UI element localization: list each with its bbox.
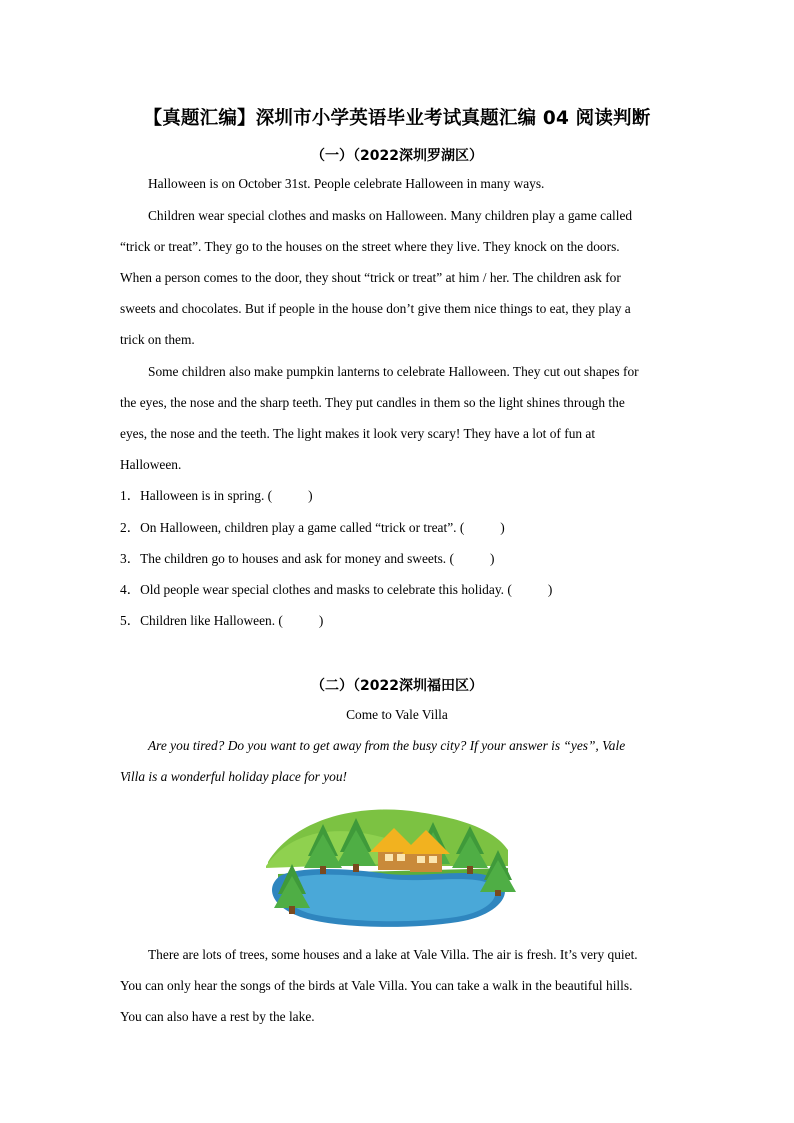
question-text: 5．Children like Halloween. (: [120, 613, 283, 628]
question-text: 1．Halloween is in spring. (: [120, 488, 273, 503]
section-heading-1: （一）（2022深圳罗湖区）: [311, 148, 483, 164]
question-close: ): [318, 613, 324, 628]
paragraph-line: When a person comes to the door, they shout “trick or treat” at him / her. The children ask for: [120, 270, 621, 285]
section-heading-2: （二）（2022深圳福田区）: [311, 678, 483, 694]
paragraph-line: Children wear special clothes and masks on Halloween. Many children play a game called: [148, 208, 633, 223]
lake: [282, 875, 495, 922]
question-item: [120, 613, 323, 629]
question-text: 2．On Halloween, children play a game called “trick or treat”. (: [120, 520, 465, 535]
paragraph-line: Halloween is on October 31st. People celebrate Halloween in many ways.: [148, 176, 545, 191]
question-text: 3．The children go to houses and ask for money and sweets. (: [120, 551, 454, 566]
question-close: ): [500, 520, 505, 535]
paragraph-line: Halloween.: [120, 457, 182, 472]
question-item: [120, 551, 494, 567]
question-item: [120, 582, 552, 598]
question-close: ): [308, 488, 313, 503]
question-text: 4．Old people wear special clothes and masks to celebrate this holiday. (: [120, 582, 512, 597]
paragraph-line: You can also have a rest by the lake.: [120, 1009, 315, 1024]
question-close: ): [489, 551, 495, 566]
paragraph-line: trick on them.: [120, 332, 195, 347]
question-close: ): [547, 582, 553, 597]
paragraph-line: There are lots of trees, some houses and a lake at Vale Villa. The air is fresh. It’s very quiet.: [148, 947, 638, 962]
paragraph-line: Some children also make pumpkin lanterns to celebrate Halloween. They cut out shapes for: [148, 364, 639, 379]
page-title: 【真题汇编】深圳市小学英语毕业考试真题汇编 04 阅读判断: [143, 108, 651, 129]
paragraph-line: eyes, the nose and the teeth. The light makes it look very scary! They have a lot of fun at: [120, 426, 596, 441]
intro-line: Villa is a wonderful holiday place for you!: [120, 769, 347, 784]
intro-line: Are you tired? Do you want to get away from the busy city? If your answer is “yes”, Vale: [148, 738, 626, 753]
lake-villa-illustration-svg: [258, 804, 528, 930]
paragraph-line: the eyes, the nose and the sharp teeth. They put candles in them so the light shines through the: [120, 395, 625, 410]
story-title: Come to Vale Villa: [346, 707, 448, 722]
paragraph-line: “trick or treat”. They go to the houses on the street where they live. They knock on the doors.: [120, 239, 620, 254]
paragraph-line: sweets and chocolates. But if people in the house don’t give them nice things to eat, they play a: [120, 301, 631, 316]
question-item: [120, 488, 313, 504]
lake-villa-illustration: [258, 804, 528, 930]
question-item: [120, 520, 505, 536]
paragraph-line: You can only hear the songs of the birds at Vale Villa. You can take a walk in the beautiful hills.: [120, 978, 633, 993]
